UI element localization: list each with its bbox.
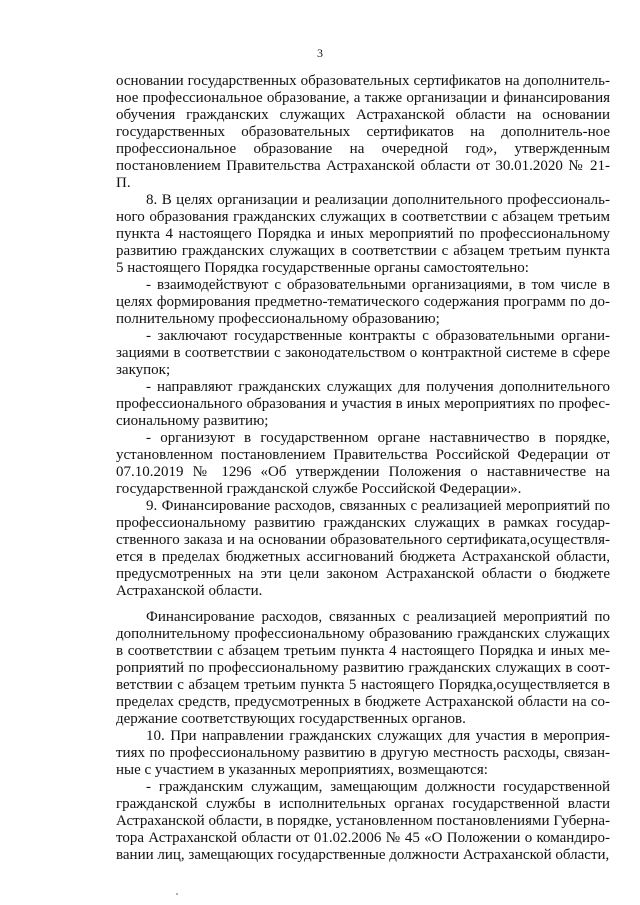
list-item-mentoring: - организуют в государственном органе наставничество в порядке, установленном постановлением Правительства Российской Федерации от 07.10.2019 № 1296 «Об утверждении Положения о наставничестве на государственной гражданской службе Российской Федерации».: [116, 430, 610, 497]
list-item-contracts: - заключают государственные контракты с образовательными органи-зациями в соответствии с законодательством о контрактной системе в сфере закупок;: [116, 328, 610, 378]
paragraph-item-8: 8. В целях организации и реализации дополнительного профессиональ-ного образования гражданских служащих в соответствии с абзацем третьим пункта 4 настоящего Порядка и иных мероприятий по профессиональному развитию гражданских служащих в соответствии с абзацем третьим пункта 5 настоящего Порядка государственные органы самостоятельно:: [116, 192, 610, 276]
list-item-direct: - направляют гражданских служащих для получения дополнительного профессионального образования и участия в иных мероприятиях по профес-сиональному развитию;: [116, 379, 610, 429]
scan-dot: [176, 893, 178, 895]
paragraph-item-9: 9. Финансирование расходов, связанных с реализацией мероприятий по профессиональному развитию гражданских служащих в рамках государ-ственного заказа и на основании образовательного сертификата,осуществля-ется в пределах бюджетных ассигнований бюджета Астраханской области, предусмотренных на эти цели законом Астраханской области о бюджете Астраханской области.: [116, 498, 610, 599]
list-item-civil-servants: - гражданским служащим, замещающим должности государственной гражданской службы в исполнительных органах государственной власти Астраханской области, в порядке, установленном постановлениями Губерна-тора Астраханской области от 01.02.2006 № 45 «О Положении о командиро-вании лиц, замещающих государственные должности Астраханской области,: [116, 779, 610, 863]
list-item-interact: - взаимодействуют с образовательными организациями, в том числе в целях формирования предметно-тематического содержания программ по до-полнительному профессиональному образованию;: [116, 277, 610, 327]
document-body: [116, 73, 610, 864]
page-number: 3: [317, 46, 323, 60]
paragraph-financing: Финансирование расходов, связанных с реализацией мероприятий по дополнительному профессиональному образованию гражданских служащих в соответствии с абзацем третьим пункта 4 настоящего Порядка и иных ме-роприятий по профессиональному развитию гражданских служащих в соот-ветствии с абзацем третьим пункта 5 настоящего Порядка,осуществляется в пределах средств, предусмотренных в бюджете Астраханской области на со-держание соответствующих государственных органов.: [116, 609, 610, 727]
paragraph-continuation: основании государственных образовательных сертификатов на дополнитель-ное профессиональное образование, а также организации и финансирования обучения гражданских служащих Астраханской области на основании государственных образовательных сертификатов на дополнитель-ное профессиональное образование на очередной год», утвержденным постановлением Правительства Астраханской области от 30.01.2020 № 21-П.: [116, 73, 610, 191]
paragraph-item-10: 10. При направлении гражданских служащих для участия в мероприя-тиях по профессиональному развитию в другую местность расходы, связан-ные с участием в указанных мероприятиях, возмещаются:: [116, 728, 610, 778]
